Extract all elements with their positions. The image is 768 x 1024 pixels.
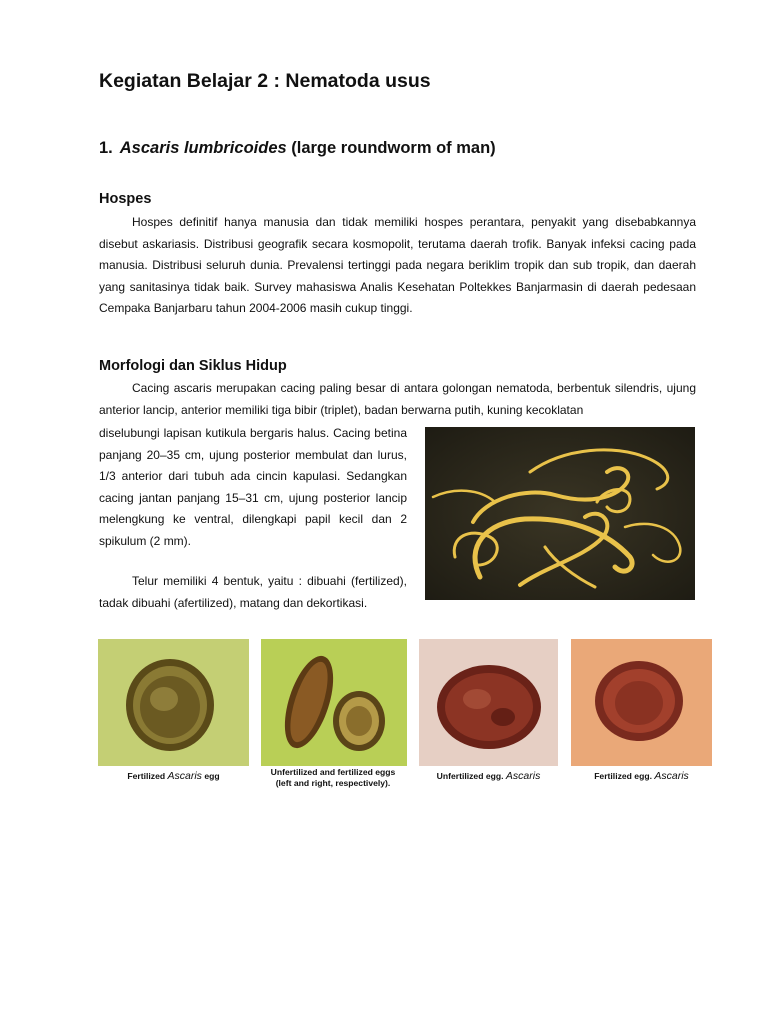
page-title: Kegiatan Belajar 2 : Nematoda usus [99,70,431,92]
caption-unfertilized-egg: Unfertilized egg. Ascaris [436,770,541,782]
eggs-paragraph [99,571,407,614]
fertilized-egg-photo [98,639,249,766]
unfertilized-egg-photo [419,639,558,766]
eggs-text: Telur memiliki 4 bentuk, yaitu : dibuahi (fertilized), tadak dibuahi (afertilized), matang dan dekortikasi. [99,574,407,610]
morfologi-paragraph [99,378,696,421]
section-number: 1. [99,139,113,157]
caption-unfertilized-and-fertilized: Unfertilized and fertilized eggs (left and right, respectively). [270,767,396,788]
species-common-name: (large roundworm of man) [286,139,496,157]
morfologi-heading: Morfologi dan Siklus Hidup [99,358,287,374]
caption-fertilized-egg: Fertilized Ascaris egg [127,770,220,782]
unfertilized-and-fertilized-eggs-photo [261,639,407,766]
morfologi-text: Cacing ascaris merupakan cacing paling besar di antara golongan nematoda, berbentuk silendris, ujung anterior lancip, anterior memiliki tiga bibir (triplet), badan berwarna putih, kuning kecoklatan [99,381,696,417]
section-heading [99,139,496,158]
hospes-heading: Hospes [99,191,152,207]
adult-worms-photo [425,427,695,600]
morfologi-paragraph-wrap: diselubungi lapisan kutikula bergaris halus. Cacing betina panjang 20–35 cm, ujung posterior membulat dan lurus, 1/3 anterior dari tubuh ada cincin kapulasi. Sedangkan cacing jantan panjang 15–31 cm, ujung posterior lancip melengkung ke ventral, dilengkapi papil kecil dan 2 spikulum (2 mm). [99,426,407,548]
caption-fertilized-egg-2: Fertilized egg. Ascaris [594,770,689,782]
hospes-paragraph [99,212,696,320]
fertilized-egg-photo-2 [571,639,712,766]
species-name: Ascaris lumbricoides [119,139,287,157]
hospes-text: Hospes definitif hanya manusia dan tidak memiliki hospes perantara, penyakit yang disebabkannya disebut askariasis. Distribusi geografik secara kosmopolit, terutama daerah trofik. Banyak infeksi cacing pada manusia. Distribusi seluruh dunia. Prevalensi tertinggi pada negara beriklim tropik dan sub tropik, dan daerah yang sanitasinya tidak baik. Survey mahasiswa Analis Kesehatan Poltekkes Banjarmasin di daerah pedesaan Cempaka Banjarbaru tahun 2004-2006 masih cukup tinggi. [99,215,696,316]
